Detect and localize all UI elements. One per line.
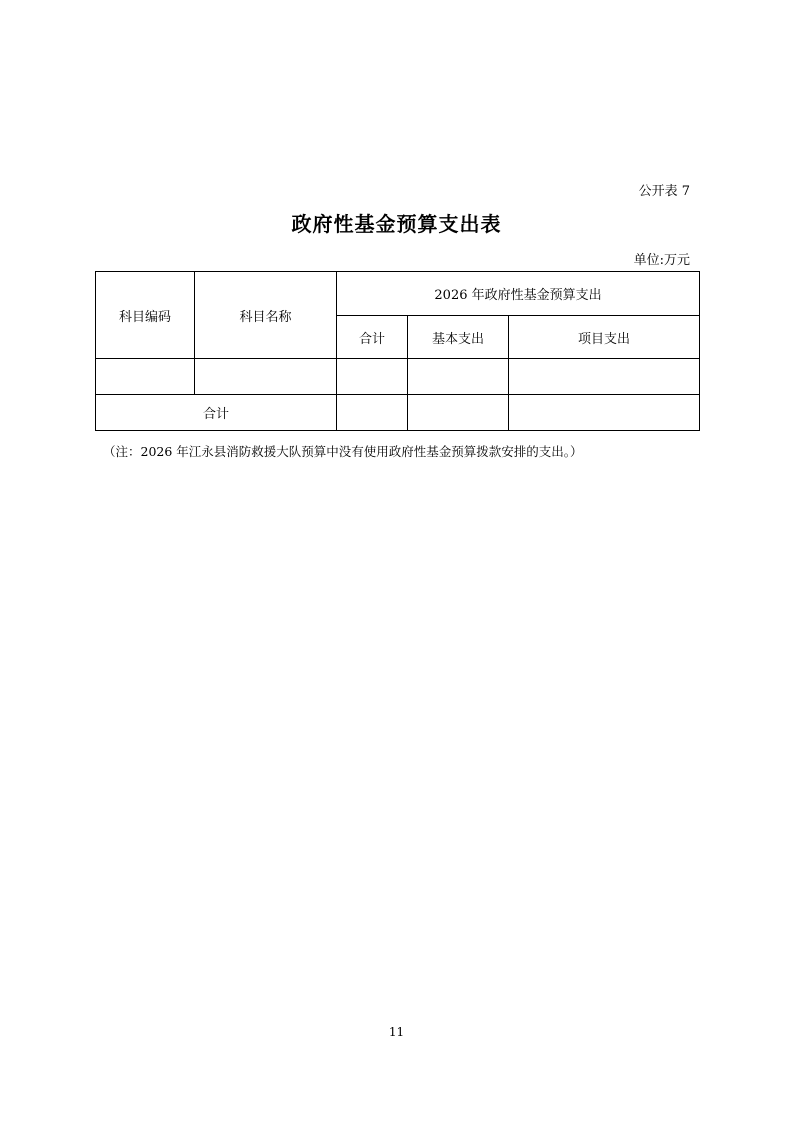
summary-label: 合计 <box>96 395 337 431</box>
table-note: （注：2026 年江永县消防救援大队预算中没有使用政府性基金预算拨款安排的支出。） <box>103 444 583 459</box>
table-number-label: 公开表 7 <box>638 184 690 199</box>
column-group-header: 2026 年政府性基金预算支出 <box>337 272 700 316</box>
page-number: 11 <box>388 1025 405 1039</box>
column-header-total: 合计 <box>337 316 408 359</box>
column-header-project: 项目支出 <box>509 316 700 359</box>
summary-row <box>96 395 700 431</box>
summary-project <box>509 395 700 431</box>
table-row <box>96 359 700 395</box>
page-title: 政府性基金预算支出表 <box>291 212 502 236</box>
cell-name <box>195 359 337 395</box>
header-row-1 <box>96 272 700 316</box>
column-header-basic: 基本支出 <box>408 316 509 359</box>
cell-project <box>509 359 700 395</box>
column-header-name: 科目名称 <box>195 272 337 359</box>
column-header-code: 科目编码 <box>96 272 195 359</box>
unit-label: 单位:万元 <box>633 253 690 268</box>
cell-total <box>337 359 408 395</box>
summary-total <box>337 395 408 431</box>
cell-basic <box>408 359 509 395</box>
cell-code <box>96 359 195 395</box>
budget-table <box>95 271 700 431</box>
summary-basic <box>408 395 509 431</box>
